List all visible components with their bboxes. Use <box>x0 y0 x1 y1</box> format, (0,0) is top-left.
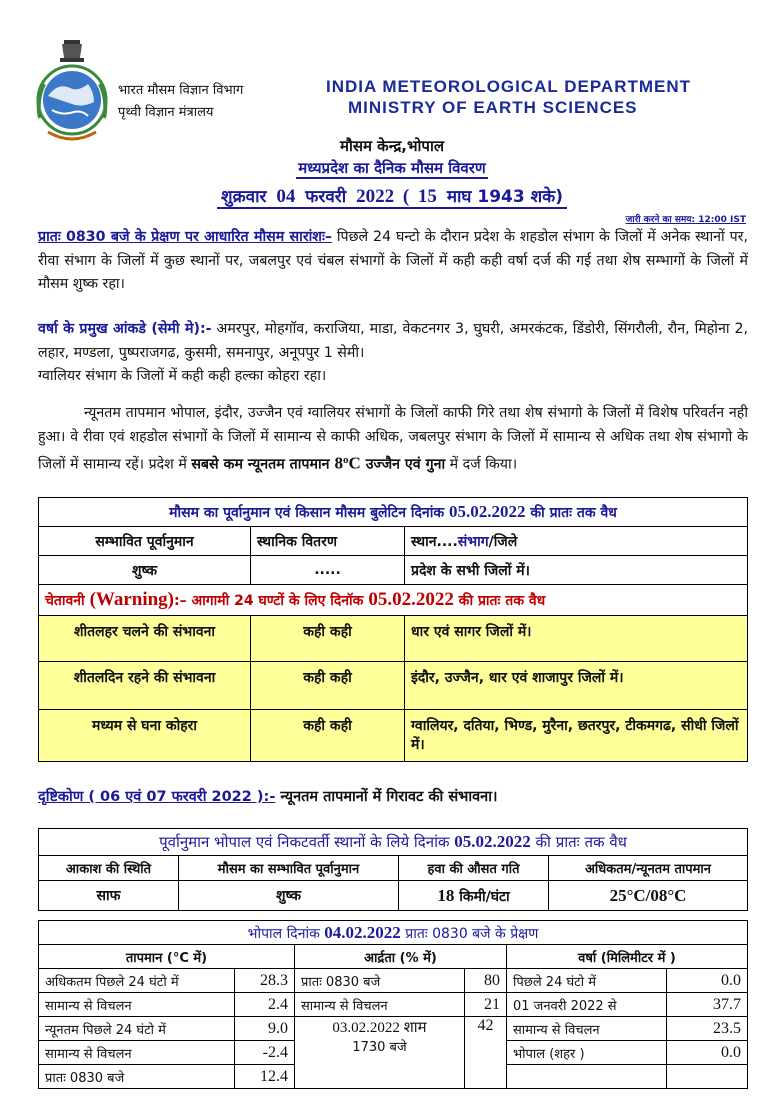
obs-rain-label: भोपाल (शहर ) <box>507 1041 667 1065</box>
obs-rain-empty <box>667 1065 748 1089</box>
bhopal-forecast-title <box>39 829 748 856</box>
col3-a: स्थान.... <box>411 533 458 550</box>
temp-bold1: सबसे कम न्यूनतम तापमान <box>191 456 335 473</box>
hindi-dept-line2: पृथ्वी विज्ञान मंत्रालय <box>118 105 214 120</box>
obs-hum-label: सामान्य से विचलन <box>295 993 465 1017</box>
bh-wind-unit: किमी/घंटा <box>454 888 510 905</box>
outlook-text: न्यूनतम तापमानों में गिरावट की संभावना। <box>275 789 498 805</box>
forecast-col1-head: सम्भावित पूर्वानुमान <box>39 527 251 556</box>
rainfall-data <box>38 318 748 389</box>
bh-h1: आकाश की स्थिति <box>39 856 179 881</box>
fog-text: ग्वालियर संभाग के जिलों में कही कही हल्का कोहरा रहा। <box>38 368 327 384</box>
issue-time: जारी करने का समय: 12:00 IST <box>625 215 746 225</box>
warning-mid: :– आगामी 24 घण्टों के लिए दिनॉक <box>174 593 369 609</box>
bh-temp: 25°C/08°C <box>549 881 748 911</box>
col3-c: /जिले <box>488 533 518 550</box>
obs-row <box>39 993 748 1017</box>
obs-title <box>39 921 748 945</box>
summary-text: पिछले 24 घन्टो के दौरान प्रदेश के शहडोल संभाग के जिलों में अनेक स्थानों पर, रीवा संभाग के जिलों में कुछ स्थानों पर, जबलपुर एवं चंबल संभागों के जिलों में कही कही वर्षा दर्ज की गई तथा शेष सम्भागों के जिलों में मौसम शुष्क रहा। <box>38 229 748 292</box>
forecast-col2-head: स्थानिक वितरण <box>251 527 405 556</box>
bhopal-observation-table <box>38 920 748 1089</box>
bh-h2: मौसम का सम्भावित पूर्वानुमान <box>179 856 399 881</box>
bhopal-forecast-table <box>38 828 748 911</box>
outlook <box>38 786 497 806</box>
temp-unit: C <box>348 453 361 473</box>
forecast-distribution: ..... <box>251 556 405 585</box>
bh-weather: शुष्क <box>179 881 399 911</box>
bh-sky: साफ <box>39 881 179 911</box>
english-department-name <box>326 76 691 118</box>
rainfall-text: अमरपुर, मोहगॉव, कराजिया, माडा, वेकटनगर 3, घुघरी, अमरकंटक, डिंडोरी, सिंगरौली, रौन, मिहोना 2, लहार, मण्डला, पुष्पराजगढ, कुसमी, समनापुर, अनूपपुर 1 सेमी। <box>38 321 748 361</box>
warning-title-row <box>39 585 748 616</box>
warning-place: धार एवं सागर जिलों में। <box>405 616 748 662</box>
eng-dept-line2: MINISTRY OF EARTH SCIENCES <box>348 98 638 117</box>
forecast-title-row <box>39 498 748 527</box>
obs-temp-value: 9.0 <box>235 1017 295 1041</box>
outlook-heading: दृष्टिकोण ( 06 एवं 07 फरवरी 2022 ):- <box>38 789 276 805</box>
obs-temp-value: 2.4 <box>235 993 295 1017</box>
obs-temp-head: तापमान (°C में) <box>39 945 295 969</box>
summary-heading: प्रातः 0830 बजे के प्रेक्षण पर आधारित मौसम सारांशः– <box>38 229 332 245</box>
saka-rest: माघ 1943 शके) <box>440 187 563 207</box>
warning-place: ग्वालियर, दतिया, भिण्ड, मुरैना, छतरपुर, टीकमगढ, सीधी जिलों में। <box>405 710 748 762</box>
forecast-place: प्रदेश के सभी जिलों में। <box>405 556 748 585</box>
warning-event: शीतलहर चलने की संभावना <box>39 616 251 662</box>
obs-rain-value: 0.0 <box>667 1041 748 1065</box>
temperature-summary <box>38 402 748 477</box>
obs-temp-label: अधिकतम पिछले 24 घंटो में <box>39 969 235 993</box>
obs-temp-label: प्रातः 0830 बजे <box>39 1065 235 1089</box>
warning-dist: कही कही <box>251 616 405 662</box>
obs-hum-evening-time: 1730 बजे <box>352 1040 407 1055</box>
temp-bold2: उज्जैन एवं गुना <box>360 456 446 473</box>
eng-dept-line1: INDIA METEOROLOGICAL DEPARTMENT <box>326 77 692 96</box>
center-name: मौसम केन्द्र,भोपाल <box>339 137 444 155</box>
bh-h3: हवा की औसत गति <box>399 856 549 881</box>
obs-rain-label: पिछले 24 घंटो में <box>507 969 667 993</box>
bhopal-forecast-header-row <box>39 856 748 881</box>
imd-emblem-icon <box>34 38 110 142</box>
weather-summary <box>38 226 748 297</box>
obs-hum-evening-date: 03.02.2022 शाम <box>332 1020 427 1036</box>
bh-title-date: 05.02.2022 <box>454 832 531 851</box>
warning-event: मध्यम से घना कोहरा <box>39 710 251 762</box>
report-title-text: मध्यप्रदेश का दैनिक मौसम विवरण <box>298 159 486 177</box>
bh-h4: अधिकतम/न्यूनतम तापमान <box>549 856 748 881</box>
saka-day: 15 <box>417 186 437 207</box>
warning-row <box>39 710 748 762</box>
obs-hum-value: 42 <box>465 1017 507 1089</box>
obs-row <box>39 1017 748 1041</box>
bhopal-forecast-data-row <box>39 881 748 911</box>
obs-temp-label: सामान्य से विचलन <box>39 993 235 1017</box>
obs-title-post: प्रातः 0830 बजे के प्रेक्षण <box>400 925 539 942</box>
warning-pre: चेतावनी <box>45 593 90 609</box>
bh-wind <box>399 881 549 911</box>
forecast-header-row <box>39 527 748 556</box>
obs-temp-value: -2.4 <box>235 1041 295 1065</box>
col3-b: संभाग <box>457 533 489 550</box>
obs-row <box>39 969 748 993</box>
bh-title-pre: पूर्वानुमान भोपाल एवं निकटवर्ती स्थानों के लिये दिनांक <box>159 833 455 851</box>
forecast-data-row <box>39 556 748 585</box>
obs-hum-label: प्रातः 0830 बजे <box>295 969 465 993</box>
obs-temp-value: 12.4 <box>235 1065 295 1089</box>
warning-post: की प्रातः तक वैध <box>453 593 546 609</box>
obs-title-date: 04.02.2022 <box>324 922 401 942</box>
obs-temp-label: सामान्य से विचलन <box>39 1041 235 1065</box>
warning-dist: कही कही <box>251 710 405 762</box>
bhopal-forecast-title-row <box>39 829 748 856</box>
forecast-warning-table <box>38 497 748 762</box>
hindi-dept-line1: भारत मौसम विज्ञान विभाग <box>118 83 244 98</box>
temp-degree: o <box>342 454 349 466</box>
obs-rain-empty <box>507 1065 667 1089</box>
obs-title-pre: भोपाल दिनांक <box>247 925 325 942</box>
obs-rain-value: 37.7 <box>667 993 748 1017</box>
obs-rain-value: 0.0 <box>667 969 748 993</box>
obs-rain-head: वर्षा (मिलिमीटर में ) <box>507 945 748 969</box>
date-day: शुक्रवार <box>221 187 273 207</box>
obs-rain-value: 23.5 <box>667 1017 748 1041</box>
obs-hum-head: आर्द्रता (% में) <box>295 945 507 969</box>
date-year: 2022 <box>356 186 395 207</box>
obs-temp-value: 28.3 <box>235 969 295 993</box>
obs-hum-value: 80 <box>465 969 507 993</box>
obs-rain-label: 01 जनवरी 2022 से <box>507 993 667 1017</box>
forecast-title-post: की प्रातः तक वैध <box>525 505 617 521</box>
hindi-department-name <box>118 80 243 124</box>
warning-row <box>39 662 748 710</box>
forecast-title <box>39 498 748 527</box>
forecast-title-date: 05.02.2022 <box>448 502 526 521</box>
temp-text1: न्यूनतम तापमान भोपाल, इंदौर, उज्जैन एवं ग्वालियर संभागों के जिलों काफी गिरे तथा शेष संभागो के जिलों में विशेष परिवर्तन नही हुआ। वे रीवा एवं शहडोल संभागों के जिलों में सामान्य से काफी अधिक, जबलपुर संभाग के जिलों में सामान्य से अधिक तथा शेष संभागो के जिलों में सामान्य रहें। प्रदेश में <box>38 405 748 473</box>
warning-row <box>39 616 748 662</box>
report-title <box>0 158 784 178</box>
temp-text2: में दर्ज किया। <box>445 456 518 473</box>
obs-title-row <box>39 921 748 945</box>
obs-header-row <box>39 945 748 969</box>
date-num: 04 <box>276 186 296 207</box>
forecast-title-pre: मौसम का पूर्वानुमान एवं किसान मौसम बुलेटिन दिनांक <box>169 505 449 521</box>
obs-hum-evening <box>295 1017 465 1089</box>
rainfall-heading: वर्षा के प्रमुख आंकडे (सेमी मे):- <box>38 321 212 337</box>
bh-wind-num: 18 <box>437 885 455 905</box>
forecast-weather: शुष्क <box>39 556 251 585</box>
date-paren: ( <box>398 186 414 207</box>
forecast-col3-head <box>405 527 748 556</box>
warning-dist: कही कही <box>251 662 405 710</box>
obs-hum-value: 21 <box>465 993 507 1017</box>
warning-place: इंदौर, उज्जैन, धार एवं शाजापुर जिलों में। <box>405 662 748 710</box>
warning-event: शीतलदिन रहने की संभावना <box>39 662 251 710</box>
report-date-text <box>217 187 567 209</box>
obs-rain-label: सामान्य से विचलन <box>507 1017 667 1041</box>
report-date <box>0 184 784 208</box>
date-month: फरवरी <box>299 187 353 207</box>
warning-word: (Warning) <box>89 589 175 610</box>
temp-value: 8 <box>334 453 343 473</box>
warning-title <box>39 585 748 616</box>
warning-date: 05.02.2022 <box>368 589 454 610</box>
obs-temp-label: न्यूनतम पिछले 24 घंटो में <box>39 1017 235 1041</box>
bh-title-post: की प्रातः तक वैध <box>530 833 627 851</box>
